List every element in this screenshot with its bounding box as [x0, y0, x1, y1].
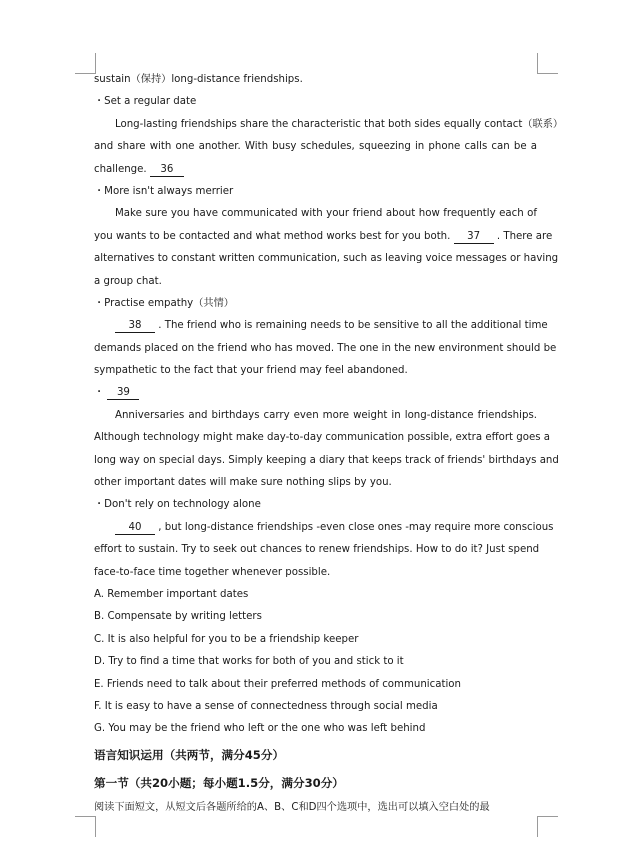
text-line: Long-lasting friendships share the characteristic that both sides equally contact（联系） [115, 118, 564, 130]
option-f: F. It is easy to have a sense of connectedness through social media [94, 700, 438, 712]
text-line: face-to-face time together whenever possible. [94, 566, 331, 578]
text-fragment: challenge. [94, 163, 150, 175]
subheading-practise-empathy: ・Practise empathy（共情） [94, 297, 234, 309]
page-corner-mark-bottom-left [75, 816, 96, 837]
page-corner-mark-bottom-right [537, 816, 558, 837]
answer-blank-39[interactable]: 39 [107, 387, 139, 400]
text-line: alternatives to constant written communication, such as leaving voice messages or having [94, 253, 559, 265]
text-line: Anniversaries and birthdays carry even more weight in long-distance friendships. [115, 409, 537, 421]
text-line: effort to sustain. Try to seek out chances to renew friendships. How to do it? Just spend [94, 544, 540, 556]
section-heading: 语言知识运用（共两节，满分45分） [94, 747, 285, 762]
subsection-heading: 第一节（共20小题；每小题1.5分，满分30分） [94, 775, 344, 790]
option-b: B. Compensate by writing letters [94, 611, 262, 623]
text-line: a group chat. [94, 275, 162, 287]
text-fragment: . There are [493, 230, 553, 242]
answer-blank-38[interactable]: 38 [115, 320, 155, 333]
text-fragment: you wants to be contacted and what method works best for you both. [94, 230, 454, 242]
option-e: E. Friends need to talk about their preferred methods of communication [94, 678, 461, 690]
subheading-more-isnt-merrier: ・More isn't always merrier [94, 185, 234, 197]
text-line: long way on special days. Simply keeping a diary that keeps track of friends' birthdays and [94, 454, 559, 466]
instruction-text: 阅读下面短文，从短文后各题所给的A、B、C和D四个选项中，选出可以填入空白处的最 [94, 801, 490, 813]
text-line-with-blank [94, 318, 548, 340]
option-g: G. You may be the friend who left or the one who was left behind [94, 723, 426, 735]
text-line: sympathetic to the fact that your friend may feel abandoned. [94, 365, 408, 377]
answer-blank-37[interactable]: 37 [454, 231, 494, 244]
text-line: sustain（保持）long-distance friendships. [94, 74, 303, 85]
option-d: D. Try to find a time that works for both of you and stick to it [94, 656, 404, 668]
text-line: Make sure you have communicated with your friend about how frequently each of [115, 208, 537, 220]
bullet: ・ [94, 387, 108, 399]
document-body [94, 72, 564, 822]
text-line: and share with one another. With busy schedules, squeezing in phone calls can be a [94, 141, 537, 153]
option-a: A. Remember important dates [94, 588, 249, 600]
subheading-blank-39 [94, 385, 537, 407]
option-c: C. It is also helpful for you to be a friendship keeper [94, 633, 359, 645]
text-line-with-blank [94, 229, 553, 251]
subheading-dont-rely-on-technology: ・Don't rely on technology alone [94, 499, 261, 511]
answer-blank-36[interactable]: 36 [150, 164, 184, 177]
text-line: Although technology might make day-to-day communication possible, extra effort goes a [94, 432, 551, 444]
text-line-with-blank [94, 162, 537, 184]
text-line: other important dates will make sure nothing slips by you. [94, 477, 392, 489]
text-fragment: . The friend who is remaining needs to be sensitive to all the additional time [155, 320, 548, 332]
text-line-with-blank [94, 520, 554, 542]
answer-blank-40[interactable]: 40 [115, 522, 155, 535]
text-line: demands placed on the friend who has moved. The one in the new environment should be [94, 342, 557, 354]
subheading-set-regular-date: ・Set a regular date [94, 96, 197, 108]
text-fragment: , but long-distance friendships -even close ones -may require more conscious [155, 521, 554, 533]
page-corner-mark-top-left [75, 53, 96, 74]
page-corner-mark-top-right [537, 53, 558, 74]
